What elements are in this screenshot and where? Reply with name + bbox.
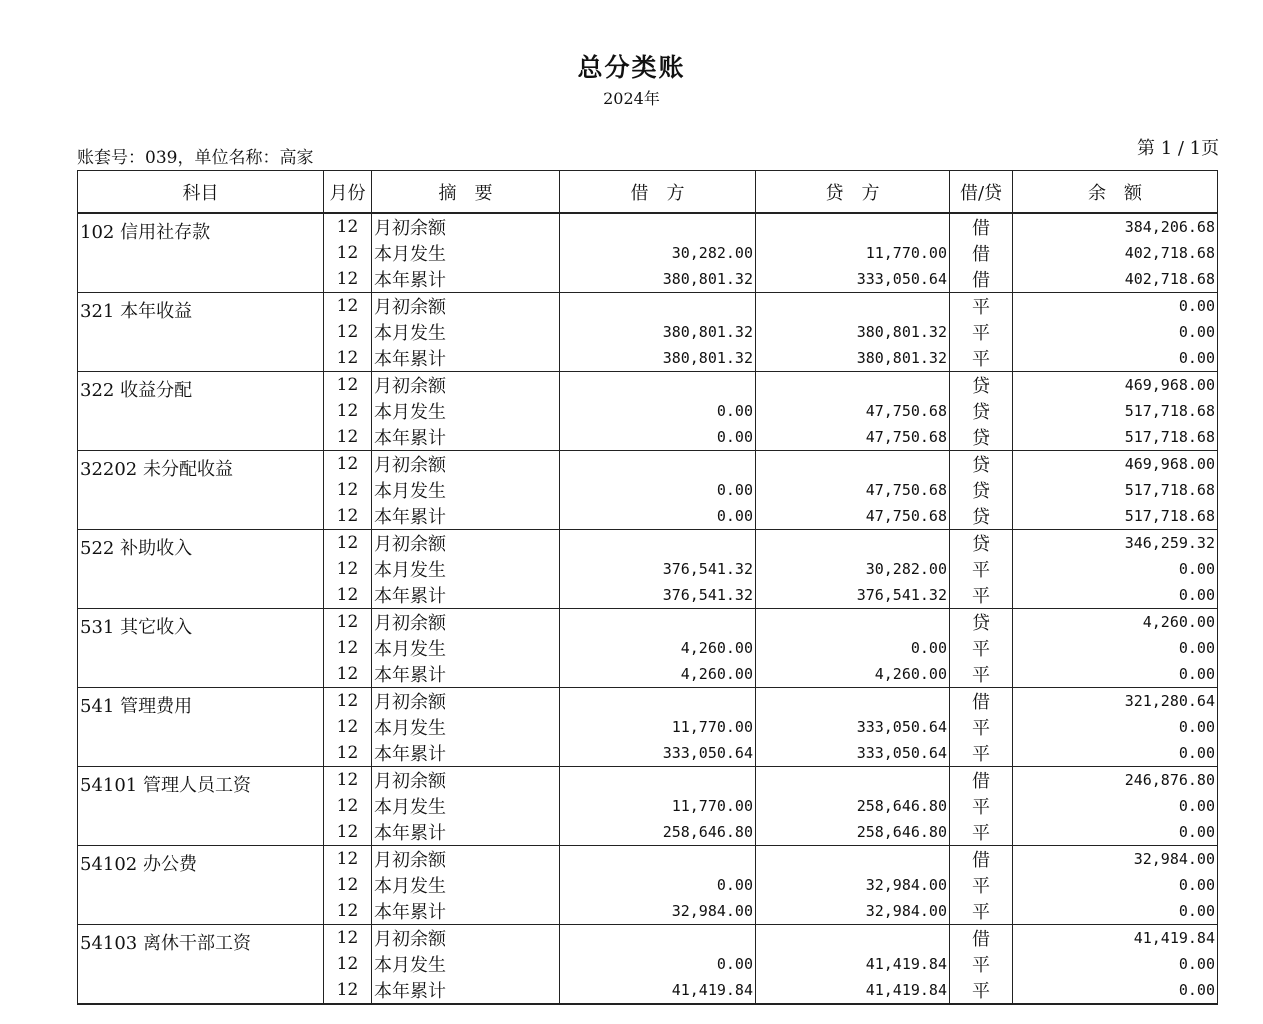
balance-cell: 246,876.80 <box>1013 767 1218 794</box>
direction-cell: 平 <box>950 661 1013 688</box>
table-row <box>78 688 1218 715</box>
header-balance: 余 额 <box>1013 171 1218 214</box>
month-cell: 12 <box>324 767 372 794</box>
page-title: 总分类账 <box>577 53 686 82</box>
summary-cell: 本年累计 <box>372 977 560 1004</box>
debit-cell: 376,541.32 <box>560 582 756 609</box>
summary-cell: 本月发生 <box>372 319 560 345</box>
direction-cell: 借 <box>950 240 1013 266</box>
debit-cell: 376,541.32 <box>560 556 756 582</box>
header-month: 月份 <box>324 171 372 214</box>
credit-cell <box>756 293 950 320</box>
direction-cell: 贷 <box>950 398 1013 424</box>
summary-cell: 月初余额 <box>372 451 560 478</box>
direction-cell: 平 <box>950 977 1013 1004</box>
direction-cell: 贷 <box>950 477 1013 503</box>
month-cell: 12 <box>324 740 372 767</box>
credit-cell: 333,050.64 <box>756 740 950 767</box>
month-cell: 12 <box>324 451 372 478</box>
direction-cell: 借 <box>950 846 1013 873</box>
direction-cell: 平 <box>950 793 1013 819</box>
table-row <box>78 767 1218 794</box>
credit-cell <box>756 609 950 636</box>
month-cell: 12 <box>324 977 372 1004</box>
month-cell: 12 <box>324 556 372 582</box>
month-cell: 12 <box>324 635 372 661</box>
debit-cell <box>560 609 756 636</box>
direction-cell: 平 <box>950 345 1013 372</box>
direction-cell: 借 <box>950 767 1013 794</box>
table-row <box>78 530 1218 557</box>
credit-cell: 32,984.00 <box>756 898 950 925</box>
month-cell: 12 <box>324 424 372 451</box>
balance-cell: 0.00 <box>1013 714 1218 740</box>
direction-cell: 借 <box>950 213 1013 240</box>
direction-cell: 借 <box>950 266 1013 293</box>
debit-cell: 4,260.00 <box>560 661 756 688</box>
direction-cell: 平 <box>950 819 1013 846</box>
direction-cell: 贷 <box>950 503 1013 530</box>
debit-cell: 0.00 <box>560 477 756 503</box>
month-cell: 12 <box>324 898 372 925</box>
balance-cell: 0.00 <box>1013 740 1218 767</box>
account-set-info: 账套号：039，单位名称：高家 <box>77 148 314 168</box>
table-row <box>78 846 1218 873</box>
debit-cell: 0.00 <box>560 872 756 898</box>
month-cell: 12 <box>324 609 372 636</box>
summary-cell: 本年累计 <box>372 819 560 846</box>
month-cell: 12 <box>324 477 372 503</box>
direction-cell: 平 <box>950 293 1013 320</box>
credit-cell <box>756 767 950 794</box>
balance-cell: 0.00 <box>1013 872 1218 898</box>
ledger-body <box>78 213 1218 1004</box>
credit-cell: 32,984.00 <box>756 872 950 898</box>
summary-cell: 本月发生 <box>372 556 560 582</box>
direction-cell: 贷 <box>950 451 1013 478</box>
credit-cell: 47,750.68 <box>756 398 950 424</box>
direction-cell: 贷 <box>950 372 1013 399</box>
summary-cell: 本年累计 <box>372 582 560 609</box>
balance-cell: 402,718.68 <box>1013 240 1218 266</box>
credit-cell: 11,770.00 <box>756 240 950 266</box>
month-cell: 12 <box>324 582 372 609</box>
credit-cell: 380,801.32 <box>756 319 950 345</box>
balance-cell: 517,718.68 <box>1013 398 1218 424</box>
debit-cell: 30,282.00 <box>560 240 756 266</box>
month-cell: 12 <box>324 925 372 952</box>
summary-cell: 本年累计 <box>372 266 560 293</box>
debit-cell: 0.00 <box>560 503 756 530</box>
credit-cell <box>756 530 950 557</box>
balance-cell: 0.00 <box>1013 898 1218 925</box>
debit-cell: 11,770.00 <box>560 714 756 740</box>
credit-cell: 47,750.68 <box>756 503 950 530</box>
summary-cell: 本年累计 <box>372 898 560 925</box>
summary-cell: 月初余额 <box>372 293 560 320</box>
header-direction: 借/贷 <box>950 171 1013 214</box>
direction-cell: 借 <box>950 688 1013 715</box>
summary-cell: 本月发生 <box>372 951 560 977</box>
month-cell: 12 <box>324 872 372 898</box>
header-debit: 借 方 <box>560 171 756 214</box>
summary-cell: 月初余额 <box>372 846 560 873</box>
account-name: 54102 办公费 <box>78 846 324 925</box>
summary-cell: 月初余额 <box>372 688 560 715</box>
credit-cell: 47,750.68 <box>756 424 950 451</box>
balance-cell: 469,968.00 <box>1013 372 1218 399</box>
balance-cell: 469,968.00 <box>1013 451 1218 478</box>
summary-cell: 本年累计 <box>372 424 560 451</box>
month-cell: 12 <box>324 951 372 977</box>
summary-cell: 本月发生 <box>372 477 560 503</box>
balance-cell: 4,260.00 <box>1013 609 1218 636</box>
credit-cell: 258,646.80 <box>756 793 950 819</box>
debit-cell: 380,801.32 <box>560 319 756 345</box>
debit-cell: 4,260.00 <box>560 635 756 661</box>
debit-cell: 0.00 <box>560 951 756 977</box>
direction-cell: 平 <box>950 714 1013 740</box>
summary-cell: 月初余额 <box>372 925 560 952</box>
balance-cell: 0.00 <box>1013 582 1218 609</box>
credit-cell: 41,419.84 <box>756 977 950 1004</box>
credit-cell: 258,646.80 <box>756 819 950 846</box>
table-row <box>78 293 1218 320</box>
credit-cell: 0.00 <box>756 635 950 661</box>
summary-cell: 月初余额 <box>372 372 560 399</box>
month-cell: 12 <box>324 213 372 240</box>
debit-cell <box>560 372 756 399</box>
summary-cell: 月初余额 <box>372 213 560 240</box>
summary-cell: 本年累计 <box>372 661 560 688</box>
month-cell: 12 <box>324 661 372 688</box>
month-cell: 12 <box>324 240 372 266</box>
table-row <box>78 925 1218 952</box>
direction-cell: 平 <box>950 872 1013 898</box>
summary-cell: 本月发生 <box>372 635 560 661</box>
table-row <box>78 213 1218 240</box>
balance-cell: 517,718.68 <box>1013 424 1218 451</box>
month-cell: 12 <box>324 293 372 320</box>
account-name: 321 本年收益 <box>78 293 324 372</box>
account-name: 102 信用社存款 <box>78 213 324 293</box>
month-cell: 12 <box>324 819 372 846</box>
balance-cell: 402,718.68 <box>1013 266 1218 293</box>
month-cell: 12 <box>324 266 372 293</box>
credit-cell <box>756 451 950 478</box>
summary-cell: 本年累计 <box>372 503 560 530</box>
direction-cell: 平 <box>950 951 1013 977</box>
report-year: 2024年 <box>603 89 660 108</box>
balance-cell: 0.00 <box>1013 556 1218 582</box>
balance-cell: 0.00 <box>1013 951 1218 977</box>
table-row <box>78 609 1218 636</box>
credit-cell: 333,050.64 <box>756 714 950 740</box>
summary-cell: 本月发生 <box>372 714 560 740</box>
summary-cell: 月初余额 <box>372 530 560 557</box>
month-cell: 12 <box>324 846 372 873</box>
month-cell: 12 <box>324 714 372 740</box>
debit-cell <box>560 846 756 873</box>
debit-cell <box>560 767 756 794</box>
direction-cell: 平 <box>950 556 1013 582</box>
credit-cell: 333,050.64 <box>756 266 950 293</box>
balance-cell: 0.00 <box>1013 661 1218 688</box>
credit-cell <box>756 846 950 873</box>
balance-cell: 0.00 <box>1013 635 1218 661</box>
month-cell: 12 <box>324 688 372 715</box>
balance-cell: 0.00 <box>1013 819 1218 846</box>
balance-cell: 517,718.68 <box>1013 503 1218 530</box>
account-name: 54103 离休干部工资 <box>78 925 324 1005</box>
debit-cell: 380,801.32 <box>560 266 756 293</box>
summary-cell: 本月发生 <box>372 872 560 898</box>
month-cell: 12 <box>324 372 372 399</box>
debit-cell: 258,646.80 <box>560 819 756 846</box>
month-cell: 12 <box>324 319 372 345</box>
credit-cell: 376,541.32 <box>756 582 950 609</box>
summary-cell: 本月发生 <box>372 398 560 424</box>
table-header-row <box>78 171 1218 214</box>
table-row <box>78 372 1218 399</box>
debit-cell: 0.00 <box>560 398 756 424</box>
balance-cell: 384,206.68 <box>1013 213 1218 240</box>
credit-cell: 380,801.32 <box>756 345 950 372</box>
summary-cell: 本年累计 <box>372 740 560 767</box>
balance-cell: 517,718.68 <box>1013 477 1218 503</box>
page-number: 第 1 / 1页 <box>1137 138 1220 159</box>
account-name: 522 补助收入 <box>78 530 324 609</box>
direction-cell: 平 <box>950 319 1013 345</box>
debit-cell <box>560 530 756 557</box>
balance-cell: 0.00 <box>1013 793 1218 819</box>
debit-cell: 333,050.64 <box>560 740 756 767</box>
balance-cell: 32,984.00 <box>1013 846 1218 873</box>
general-ledger-table <box>77 170 1218 1005</box>
credit-cell: 30,282.00 <box>756 556 950 582</box>
debit-cell <box>560 451 756 478</box>
debit-cell <box>560 213 756 240</box>
direction-cell: 平 <box>950 582 1013 609</box>
credit-cell: 4,260.00 <box>756 661 950 688</box>
direction-cell: 平 <box>950 740 1013 767</box>
account-name: 322 收益分配 <box>78 372 324 451</box>
direction-cell: 借 <box>950 925 1013 952</box>
month-cell: 12 <box>324 793 372 819</box>
debit-cell: 380,801.32 <box>560 345 756 372</box>
summary-cell: 本月发生 <box>372 240 560 266</box>
balance-cell: 346,259.32 <box>1013 530 1218 557</box>
summary-cell: 本月发生 <box>372 793 560 819</box>
balance-cell: 0.00 <box>1013 319 1218 345</box>
debit-cell: 41,419.84 <box>560 977 756 1004</box>
debit-cell <box>560 688 756 715</box>
credit-cell <box>756 213 950 240</box>
balance-cell: 0.00 <box>1013 293 1218 320</box>
month-cell: 12 <box>324 530 372 557</box>
credit-cell <box>756 372 950 399</box>
month-cell: 12 <box>324 345 372 372</box>
month-cell: 12 <box>324 503 372 530</box>
direction-cell: 贷 <box>950 609 1013 636</box>
debit-cell <box>560 293 756 320</box>
credit-cell <box>756 925 950 952</box>
header-credit: 贷 方 <box>756 171 950 214</box>
account-name: 531 其它收入 <box>78 609 324 688</box>
direction-cell: 平 <box>950 898 1013 925</box>
debit-cell: 32,984.00 <box>560 898 756 925</box>
credit-cell: 47,750.68 <box>756 477 950 503</box>
balance-cell: 41,419.84 <box>1013 925 1218 952</box>
direction-cell: 平 <box>950 635 1013 661</box>
balance-cell: 321,280.64 <box>1013 688 1218 715</box>
month-cell: 12 <box>324 398 372 424</box>
header-subject: 科目 <box>78 171 324 214</box>
summary-cell: 月初余额 <box>372 767 560 794</box>
header-summary: 摘 要 <box>372 171 560 214</box>
credit-cell: 41,419.84 <box>756 951 950 977</box>
debit-cell <box>560 925 756 952</box>
direction-cell: 贷 <box>950 530 1013 557</box>
summary-cell: 本年累计 <box>372 345 560 372</box>
account-name: 54101 管理人员工资 <box>78 767 324 846</box>
balance-cell: 0.00 <box>1013 977 1218 1004</box>
account-name: 541 管理费用 <box>78 688 324 767</box>
account-name: 32202 未分配收益 <box>78 451 324 530</box>
debit-cell: 0.00 <box>560 424 756 451</box>
credit-cell <box>756 688 950 715</box>
direction-cell: 贷 <box>950 424 1013 451</box>
table-row <box>78 451 1218 478</box>
summary-cell: 月初余额 <box>372 609 560 636</box>
balance-cell: 0.00 <box>1013 345 1218 372</box>
debit-cell: 11,770.00 <box>560 793 756 819</box>
